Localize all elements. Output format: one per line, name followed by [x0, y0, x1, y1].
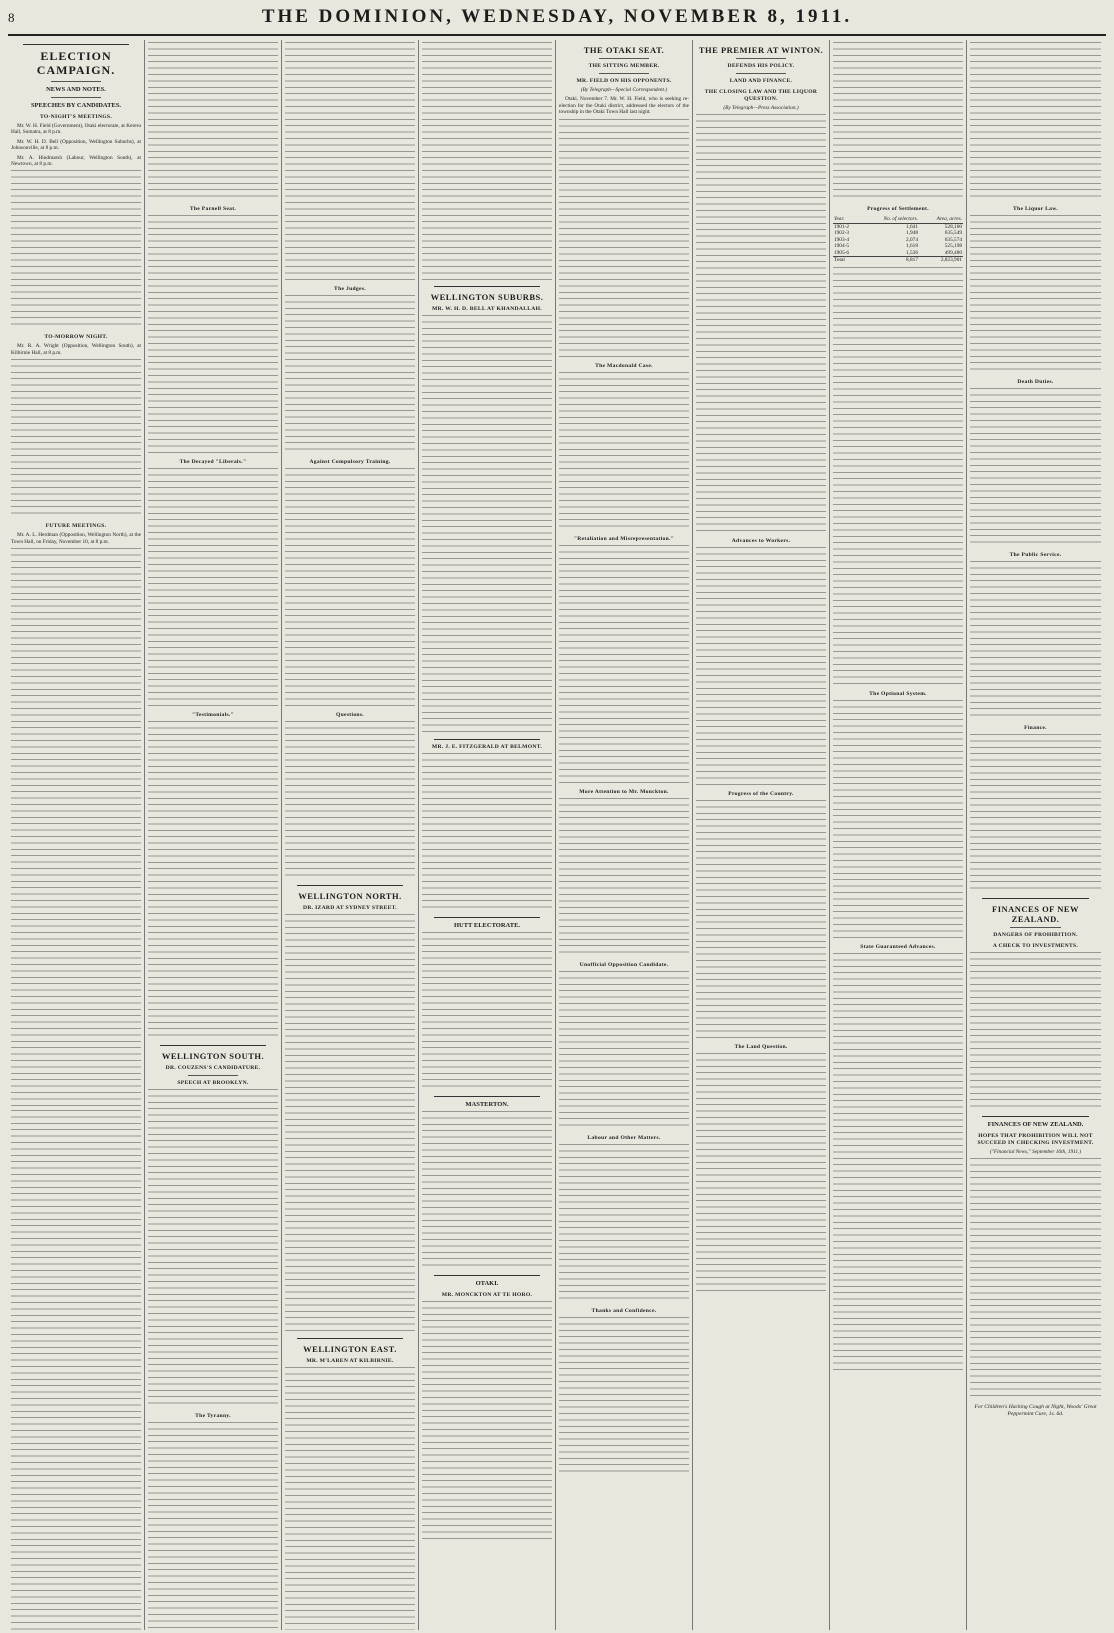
article-text-lines [422, 753, 552, 913]
table-cell: 1901-2 [834, 223, 850, 230]
rule [297, 1338, 403, 1339]
wellington-north-headline: WELLINGTON NORTH. [298, 891, 402, 901]
table-row [833, 250, 963, 257]
rule [188, 1075, 238, 1076]
table-cell: 1,618 [906, 243, 918, 249]
rule [434, 739, 540, 740]
rule [736, 73, 786, 74]
otaki-headline: OTAKI. [475, 1280, 499, 1287]
article-text-lines [285, 295, 415, 455]
table-cell: 1,641 [906, 223, 918, 230]
article-text-lines [833, 267, 963, 687]
table-cell: 1904-5 [834, 243, 850, 249]
page-number: 8 [8, 10, 15, 25]
news-notes-kicker: NEWS AND NOTES. [46, 86, 106, 93]
article-text-lines [696, 114, 826, 534]
speech-brooklyn-caption: SPEECH AT BROOKLYN. [177, 1080, 249, 1086]
state-advances-subhead: State Guaranteed Advances. [860, 943, 936, 950]
article-text-lines [559, 1317, 689, 1477]
liquor-law-subhead: The Liquor Law. [1013, 206, 1058, 212]
defends-policy-kicker: DEFENDS HIS POLICY. [727, 63, 795, 69]
rule [599, 73, 649, 74]
closing-law-caption: THE CLOSING LAW AND THE LIQUOR QUESTION. [704, 89, 818, 102]
article-text-lines [422, 932, 552, 1092]
sitting-member-kicker: THE SITTING MEMBER. [588, 63, 660, 69]
article-text-lines [559, 798, 689, 958]
questions-subhead: Questions. [335, 712, 365, 718]
table-cell: 2,823,901 [919, 257, 963, 264]
field-opponents-caption: MR. FIELD ON HIS OPPONENTS. [576, 78, 672, 84]
article-text-lines [559, 372, 689, 532]
column-8 [967, 40, 1104, 1630]
wellington-south-headline: WELLINGTON SOUTH. [161, 1051, 265, 1061]
meeting-entry: Mr. A. Hindmarsh (Labour, Wellington South), at Newtown, at 8 p.m. [11, 154, 141, 168]
article-text-lines [11, 359, 141, 519]
public-service-subhead: The Public Service. [1009, 552, 1062, 558]
article-text-lines [285, 1367, 415, 1630]
table-cell: 1905-6 [834, 249, 850, 256]
premier-winton-headline: THE PREMIER AT WINTON. [698, 45, 824, 55]
article-text-lines [422, 42, 552, 282]
parnell-seat-subhead: The Parnell Seat. [189, 206, 237, 212]
speeches-subhead: SPEECHES BY CANDIDATES. [30, 102, 122, 109]
article-text-lines [11, 170, 141, 330]
article-lead: Otaki, November 7. Mr. W. H. Field, who is seeking re-election for the Otaki district, addressed the electors of the township in the Otaki Town Hall last night. [559, 96, 689, 116]
land-question-subhead: The Land Question. [734, 1044, 788, 1051]
tonight-meetings-caption: TO-NIGHT'S MEETINGS. [39, 114, 113, 120]
finance-subhead: Finance. [1024, 725, 1047, 731]
article-text-lines [559, 971, 689, 1131]
tomorrow-night-caption: TO-MORROW NIGHT. [44, 334, 108, 341]
table-row [833, 223, 963, 230]
settlement-table [833, 216, 963, 264]
peppermint-cure-advert: For Children's Hacking Cough at Night, Woods' Great Peppermint Cure, 1s. 6d. [974, 1404, 1097, 1417]
column-4 [419, 40, 556, 1630]
rule [434, 1096, 540, 1097]
macdonald-case-subhead: The Macdonald Case. [595, 362, 653, 369]
table-cell: 1,948 [906, 230, 918, 236]
article-text-lines [148, 215, 278, 455]
article-text-lines [970, 42, 1101, 202]
future-meetings-caption: FUTURE MEETINGS. [45, 523, 107, 530]
article-text-lines [422, 1301, 552, 1541]
fitzgerald-belmont-headline: MR. J. E. FITZGERALD AT BELMONT. [431, 744, 543, 750]
testimonials-subhead: "Testimonials." [191, 712, 235, 718]
otaki-seat-headline: THE OTAKI SEAT. [583, 45, 665, 55]
article-text-lines [559, 545, 689, 785]
article-text-lines [285, 42, 415, 282]
article-text-lines [970, 215, 1101, 375]
article-text-lines [696, 547, 826, 787]
column-5 [556, 40, 693, 1630]
rule [982, 898, 1089, 899]
table-cell: 8,817 [860, 257, 919, 264]
column-7 [830, 40, 967, 1630]
article-text-lines [11, 548, 141, 1108]
article-text-lines [559, 119, 689, 359]
judges-subhead: The Judges. [334, 286, 366, 292]
rule [51, 81, 101, 82]
article-text-lines [148, 468, 278, 708]
meeting-entry: Mr. R. A. Wright (Opposition, Wellington South), at Kilbirnie Hall, at 8 p.m. [11, 343, 141, 356]
table-cell: 1,536 [906, 249, 918, 256]
death-duties-subhead: Death Duties. [1017, 379, 1054, 385]
table-header: Area, acres. [919, 216, 963, 223]
table-cell: 635,574 [944, 236, 962, 243]
rule [982, 1116, 1089, 1117]
article-text-lines [970, 561, 1101, 721]
table-cell: Total [833, 257, 860, 264]
advances-workers-subhead: Advances to Workers. [731, 538, 791, 545]
progress-settlement-title: Progress of Settlement. [867, 206, 929, 212]
compulsory-training-subhead: Against Compulsory Training. [309, 459, 391, 465]
article-text-lines [285, 721, 415, 881]
retaliation-subhead: "Retaliation and Misrepresentation." [573, 535, 675, 542]
table-cell: 528,100 [944, 223, 962, 230]
columns [8, 40, 1106, 1630]
meeting-entry: Mr. A. L. Herdman (Opposition, Wellington North), at the Town Hall, on Friday, November 10, at 8 p.m. [11, 532, 141, 545]
dangers-prohibition-kicker: DANGERS OF PROHIBITION. [993, 932, 1078, 938]
article-text-lines [833, 700, 963, 940]
article-text-lines [970, 734, 1101, 894]
check-investments-caption: A CHECK TO INVESTMENTS. [992, 943, 1079, 949]
article-text-lines [833, 42, 963, 202]
table-header: Year. [833, 216, 860, 223]
article-text-lines [148, 1422, 278, 1630]
prohibition-hopes-kicker: HOPES THAT PROHIBITION WILL NOT SUCCEED IN CHECKING INVESTMENT. [977, 1133, 1094, 1146]
masthead [8, 6, 1106, 36]
rule [297, 885, 403, 886]
rule [434, 1275, 540, 1276]
article-text-lines [148, 721, 278, 1041]
article-text-lines [696, 1053, 826, 1293]
newspaper-title: THE DOMINION, WEDNESDAY, NOVEMBER 8, 1911. [261, 6, 853, 27]
rule [23, 44, 129, 45]
article-text-lines [696, 800, 826, 1040]
meeting-entry: Mr. W. H. D. Bell (Opposition, Wellington Suburbs), at Johnsonville, at 8 p.m. [11, 138, 141, 152]
table-cell: 635,549 [944, 230, 962, 236]
hutt-electorate-headline: HUTT ELECTORATE. [453, 922, 521, 929]
column-1 [8, 40, 145, 1630]
article-text-lines [833, 953, 963, 1373]
table-cell: 2,074 [906, 236, 918, 243]
land-finance-caption: LAND AND FINANCE. [729, 78, 793, 84]
article-text-lines [148, 1089, 278, 1409]
article-text-lines [970, 1158, 1101, 1398]
table-cell: 525,198 [944, 243, 962, 249]
column-6 [693, 40, 830, 1630]
optional-system-subhead: The Optional System. [869, 690, 927, 697]
article-text-lines [970, 952, 1101, 1112]
column-2 [145, 40, 282, 1630]
rule [434, 286, 540, 287]
rule [1010, 927, 1061, 928]
table-cell: 1902-3 [834, 230, 850, 236]
unofficial-candidate-subhead: Unofficial Opposition Candidate. [579, 961, 669, 968]
table-header: No. of selectors. [860, 216, 919, 223]
meeting-entry: Mr. W. H. Field (Government), Otaki electorate, at Kereru Hall, Sumatra, at 8 p.m. [11, 123, 141, 136]
labour-matters-subhead: Labour and Other Matters. [587, 1134, 661, 1141]
rule [434, 917, 540, 918]
monckton-attention-subhead: More Attention to Mr. Monckton. [579, 788, 669, 795]
decayed-liberals-subhead: The Decayed "Liberals." [179, 459, 247, 465]
bell-khandallah-kicker: MR. W. H. D. BELL AT KHANDALLAH. [432, 306, 542, 312]
rule [51, 97, 101, 98]
table-cell: 1903-4 [834, 236, 850, 243]
table-cell: 499,480 [944, 249, 962, 256]
rule [736, 58, 786, 59]
tyranny-subhead: The Tyranny. [195, 1413, 231, 1419]
mclaren-kilbirnie-kicker: MR. M'LAREN AT KILBIRNIE. [306, 1358, 394, 1364]
article-text-lines [11, 1110, 141, 1630]
wellington-east-headline: WELLINGTON EAST. [303, 1344, 397, 1354]
article-text-lines [285, 468, 415, 708]
financial-news-byline: ("Financial News," September 16th, 1911.) [989, 1149, 1082, 1155]
table-header-row [833, 216, 963, 223]
article-text-lines [422, 1111, 552, 1271]
article-text-lines [148, 42, 278, 202]
table-total-row [833, 257, 963, 264]
press-association-byline: (By Telegraph—Press Association.) [723, 105, 799, 111]
article-text-lines [285, 914, 415, 1334]
couzens-candidature-kicker: DR. COUZENS'S CANDIDATURE. [165, 1065, 261, 1071]
wellington-suburbs-headline: WELLINGTON SUBURBS. [430, 292, 544, 302]
rule [160, 1045, 266, 1046]
finances-nz-headline-2: FINANCES OF NEW ZEALAND. [987, 1121, 1084, 1128]
finances-nz-headline: FINANCES OF NEW ZEALAND. [992, 904, 1079, 924]
election-campaign-headline: ELECTION CAMPAIGN. [36, 49, 116, 77]
thanks-confidence-subhead: Thanks and Confidence. [591, 1307, 657, 1314]
masterton-headline: MASTERTON. [465, 1101, 509, 1108]
telegraph-byline: (By Telegraph—Special Correspondent.) [580, 87, 668, 93]
rule [599, 58, 649, 59]
izard-sydney-street-kicker: DR. IZARD AT SYDNEY STREET. [303, 905, 397, 911]
monckton-te-horo-kicker: MR. MONCKTON AT TE HORO. [441, 1292, 533, 1298]
article-text-lines [559, 1144, 689, 1304]
progress-country-subhead: Progress of the Country. [728, 791, 794, 798]
column-3 [282, 40, 419, 1630]
article-text-lines [422, 315, 552, 735]
article-text-lines [970, 388, 1101, 548]
